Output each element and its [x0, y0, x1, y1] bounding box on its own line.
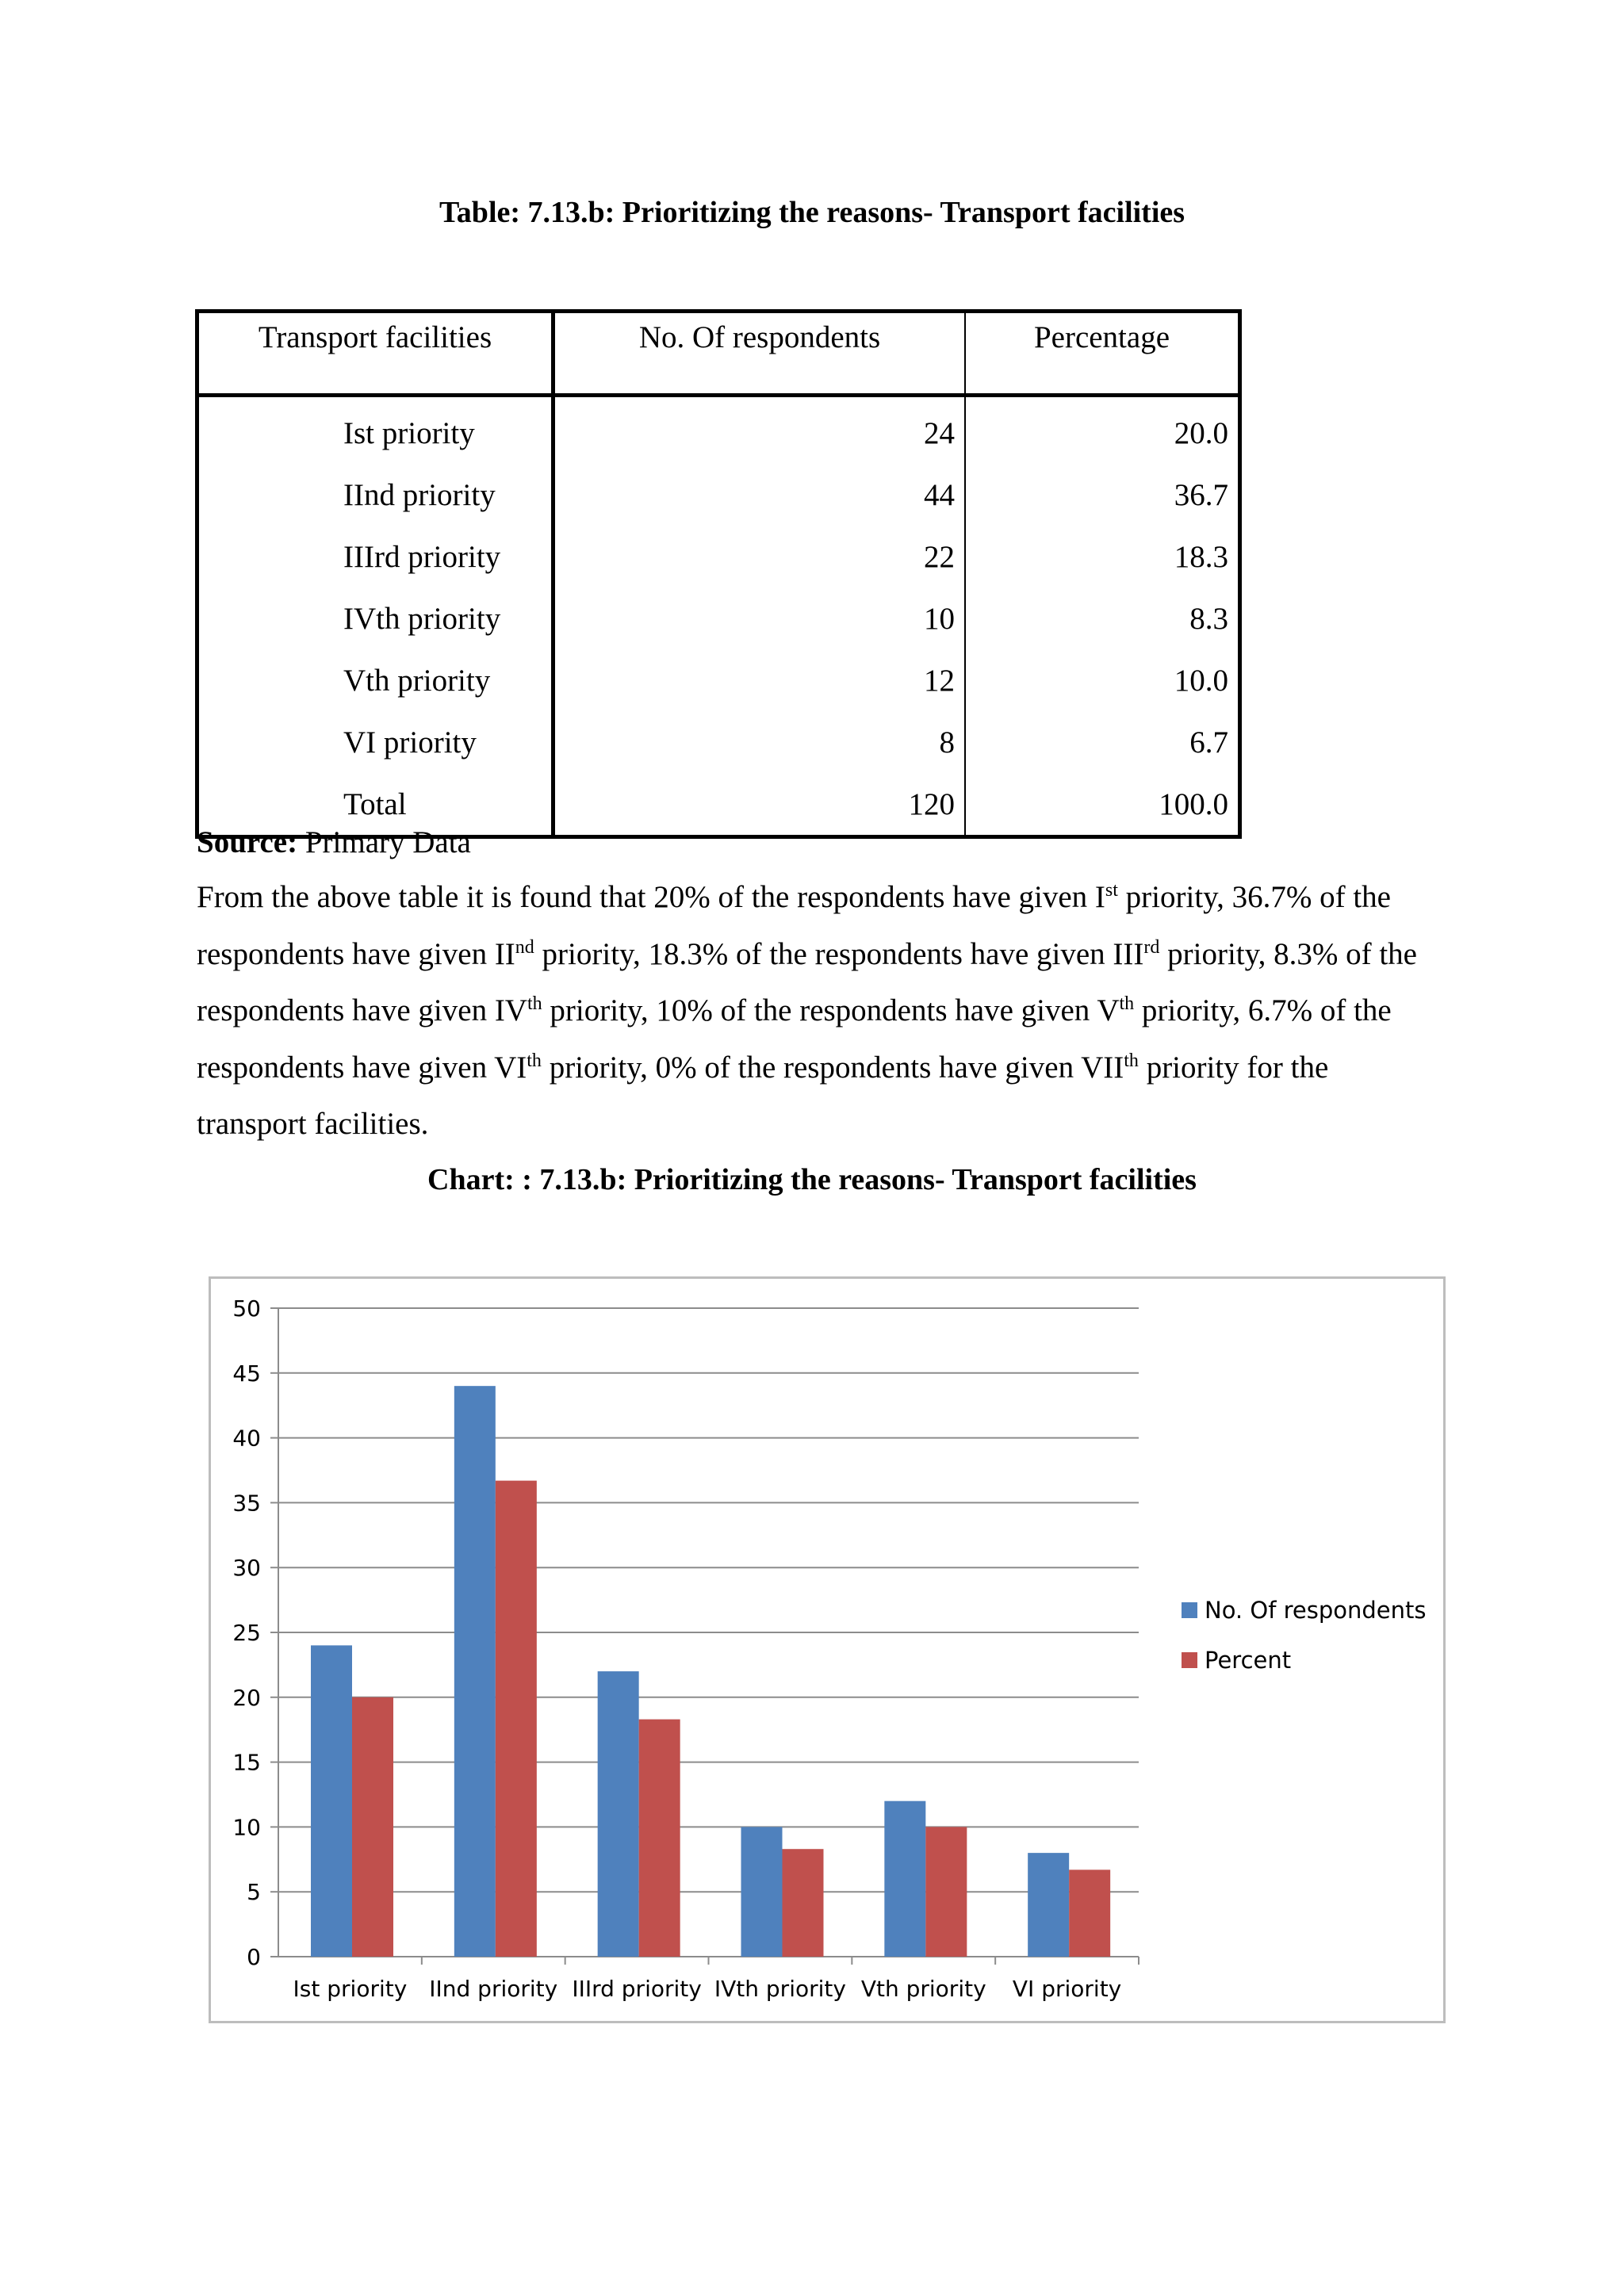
row-percent: 100.0: [1159, 786, 1228, 821]
y-tick-label: 30: [232, 1555, 261, 1582]
legend-swatch: [1182, 1652, 1197, 1668]
row-count: 8: [553, 711, 966, 773]
header-transport-facilities: Transport facilities: [197, 312, 553, 396]
source-label: Source:: [197, 825, 298, 859]
paragraph-text: priority, 18.3% of the respondents have given III: [534, 936, 1144, 971]
paragraph-text: From the above table it is found that 20% of the respondents have given I: [197, 880, 1105, 914]
y-tick-label: 15: [232, 1749, 261, 1776]
row-label: IIIrd priority: [197, 526, 553, 587]
row-label: Vth priority: [197, 649, 553, 711]
row-count: 12: [553, 649, 966, 711]
header-percentage: Percentage: [965, 312, 1240, 396]
data-table: [195, 309, 1242, 839]
row-label: IInd priority: [197, 464, 553, 526]
row-percent: 18.3: [1174, 539, 1228, 574]
y-tick-label: 35: [232, 1490, 261, 1517]
bar-respondents: [311, 1645, 352, 1957]
paragraph-text: priority for the transport facilities.: [197, 1050, 1329, 1141]
legend-swatch: [1182, 1602, 1197, 1618]
paragraph-text: priority, 6.7% of the respondents have given VI: [197, 993, 1392, 1085]
row-label: IVth priority: [197, 587, 553, 649]
table-row: [197, 526, 1240, 587]
y-tick-label: 20: [232, 1684, 261, 1711]
superscript: st: [1105, 880, 1118, 901]
row-percent: 6.7: [1189, 725, 1228, 760]
y-tick-label: 25: [232, 1620, 261, 1646]
superscript: th: [1124, 1050, 1139, 1071]
paragraph-text: priority, 8.3% of the respondents have given IV: [197, 936, 1417, 1027]
superscript: th: [527, 1050, 542, 1071]
bar-respondents: [454, 1386, 496, 1957]
superscript: th: [527, 993, 542, 1014]
row-count: 24: [553, 396, 966, 465]
analysis-paragraph: [197, 869, 1434, 1153]
x-tick-label: IIIrd priority: [572, 1976, 702, 2002]
bar-percent: [496, 1481, 537, 1957]
table-row: [197, 396, 1240, 465]
row-label: Total: [197, 773, 553, 837]
bar-percent: [639, 1720, 680, 1957]
row-percent: 36.7: [1174, 477, 1228, 512]
x-tick-label: IInd priority: [429, 1976, 558, 2002]
row-percent: 10.0: [1174, 663, 1228, 698]
row-count: 10: [553, 587, 966, 649]
y-tick-label: 45: [232, 1360, 261, 1387]
row-percent: 8.3: [1189, 601, 1228, 636]
x-tick-label: VI priority: [1012, 1976, 1122, 2002]
x-tick-label: Ist priority: [293, 1976, 408, 2002]
bar-chart: [211, 1279, 1443, 2021]
y-tick-label: 5: [247, 1879, 261, 1906]
legend-label: No. Of respondents: [1205, 1597, 1427, 1624]
row-count: 22: [553, 526, 966, 587]
bar-respondents: [741, 1827, 783, 1957]
bar-respondents: [1028, 1853, 1069, 1957]
bar-respondents: [598, 1671, 639, 1957]
chart-frame: [209, 1276, 1446, 2023]
table-row: [197, 464, 1240, 526]
table-row: [197, 587, 1240, 649]
superscript: rd: [1143, 936, 1160, 958]
source-text: Primary Data: [297, 825, 471, 859]
bar-percent: [352, 1697, 393, 1957]
chart-title: Chart: : 7.13.b: Prioritizing the reasons- Transport facilities: [427, 1163, 1197, 1196]
bar-percent: [783, 1849, 824, 1957]
table-row: [197, 649, 1240, 711]
bar-respondents: [884, 1801, 925, 1957]
bar-percent: [1069, 1869, 1110, 1957]
source-line: [197, 825, 471, 860]
paragraph-text: priority, 36.7% of the respondents have given II: [197, 880, 1391, 971]
row-label: Ist priority: [197, 396, 553, 465]
table-title: Table: 7.13.b: Prioritizing the reasons- Transport facilities: [439, 196, 1185, 229]
header-respondents: No. Of respondents: [553, 312, 966, 396]
row-count: 44: [553, 464, 966, 526]
y-tick-label: 10: [232, 1814, 261, 1841]
superscript: nd: [515, 936, 534, 958]
legend-label: Percent: [1205, 1647, 1292, 1674]
paragraph-text: priority, 10% of the respondents have given V: [542, 993, 1120, 1027]
row-count: 120: [553, 773, 966, 837]
paragraph-text: priority, 0% of the respondents have given VII: [541, 1050, 1124, 1085]
x-tick-label: Vth priority: [860, 1976, 986, 2002]
row-percent: 20.0: [1174, 415, 1228, 450]
table-row: [197, 711, 1240, 773]
row-label: VI priority: [197, 711, 553, 773]
x-tick-label: IVth priority: [714, 1976, 846, 2002]
table-header-row: [197, 312, 1240, 396]
y-tick-label: 40: [232, 1425, 261, 1452]
y-tick-label: 50: [232, 1295, 261, 1322]
bar-percent: [925, 1827, 967, 1957]
y-tick-label: 0: [247, 1944, 261, 1970]
superscript: th: [1119, 993, 1135, 1014]
